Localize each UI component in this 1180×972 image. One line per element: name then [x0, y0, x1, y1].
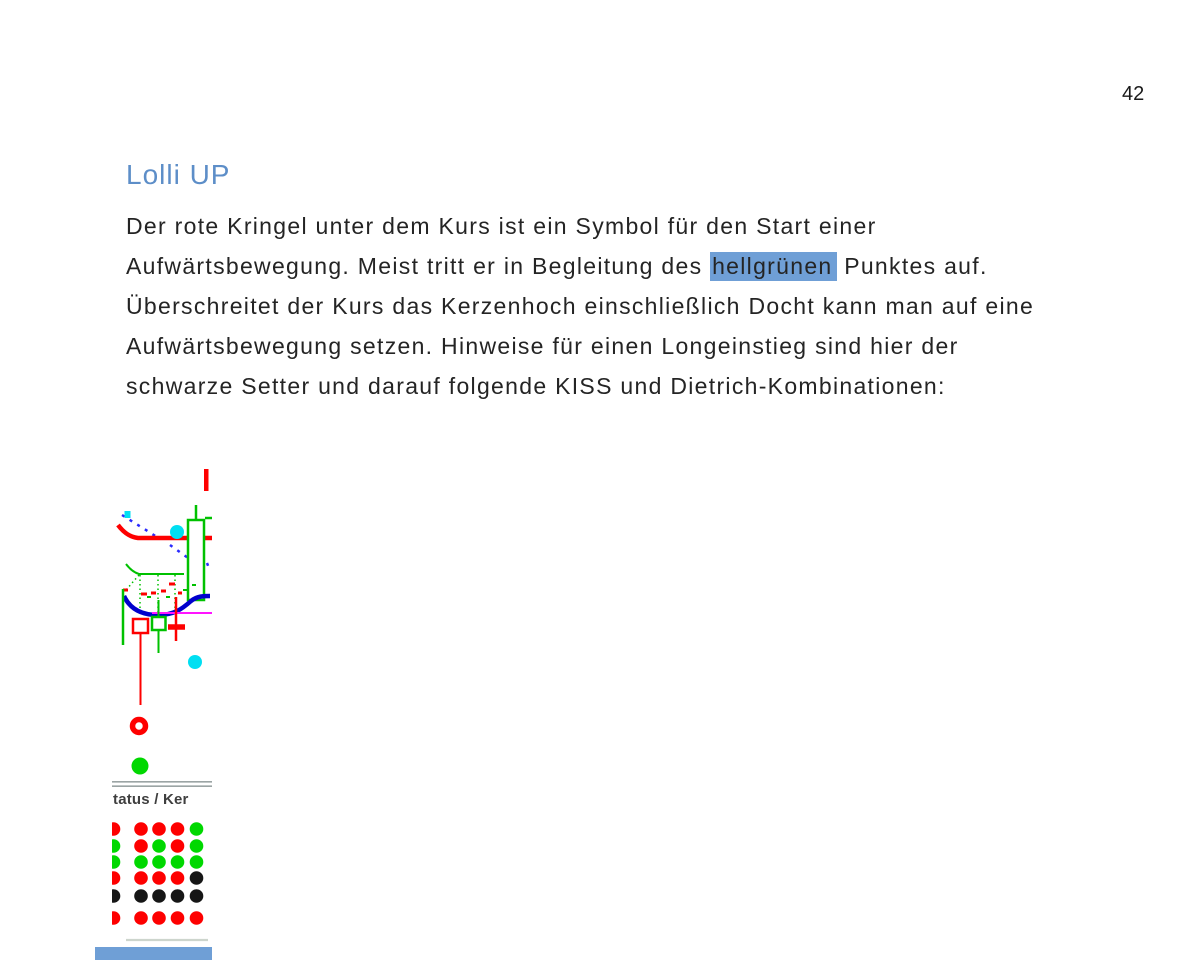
red-cross-candlestick — [168, 597, 185, 641]
status-dot — [171, 871, 185, 885]
paragraph-line — [126, 246, 1136, 286]
status-dot — [112, 822, 120, 836]
paragraph-line: Überschreitet der Kurs das Kerzenhoch einschließlich Docht kann man auf eine — [126, 293, 1035, 319]
status-dot — [152, 855, 166, 869]
paragraph-line: Aufwärtsbewegung setzen. Hinweise für einen Longeinstieg sind hier der — [126, 333, 959, 359]
page-number: 42 — [1122, 83, 1145, 105]
status-dot — [134, 822, 148, 836]
green-candlestick — [188, 505, 212, 600]
cyan-left-mark — [125, 511, 131, 518]
status-dot — [190, 839, 204, 853]
small-green-candlestick — [152, 600, 166, 653]
status-dot — [112, 855, 120, 869]
panel-divider — [112, 782, 212, 786]
status-dot — [134, 839, 148, 853]
status-dot — [171, 855, 185, 869]
status-dot — [134, 889, 148, 903]
status-dot — [190, 889, 204, 903]
red-dash-marks — [123, 584, 182, 594]
status-dot — [171, 911, 185, 925]
status-dot-matrix — [112, 822, 203, 925]
status-dot — [112, 839, 120, 853]
status-dot — [152, 871, 166, 885]
status-dot — [190, 911, 204, 925]
status-dot — [152, 822, 166, 836]
status-dot — [134, 911, 148, 925]
status-dot — [190, 855, 204, 869]
chart-column-label: tatus / Ker — [113, 791, 189, 808]
red-candlestick — [133, 619, 148, 705]
status-dot — [171, 889, 185, 903]
red-top-bar — [204, 469, 209, 491]
status-dot — [134, 871, 148, 885]
paragraph-text: Punktes auf. — [836, 253, 988, 279]
status-dot — [152, 839, 166, 853]
red-kringel-icon — [133, 720, 146, 733]
status-dot — [171, 839, 185, 853]
status-dot — [152, 911, 166, 925]
status-dot — [171, 822, 185, 836]
status-dot — [152, 889, 166, 903]
green-dot-icon — [132, 758, 149, 775]
status-dot — [190, 822, 204, 836]
status-dot — [190, 871, 204, 885]
status-dot — [134, 855, 148, 869]
body-paragraph — [126, 206, 1136, 406]
status-dot — [112, 889, 120, 903]
cyan-dot — [188, 655, 202, 669]
status-dot — [112, 911, 120, 925]
paragraph-text: Aufwärtsbewegung. Meist tritt er in Begleitung des — [126, 253, 711, 279]
chart-fragment — [112, 463, 212, 945]
section-heading: Lolli UP — [126, 159, 231, 190]
paragraph-line: Der rote Kringel unter dem Kurs ist ein Symbol für den Start einer — [126, 213, 877, 239]
cyan-dot — [170, 525, 184, 539]
paragraph-line: schwarze Setter und darauf folgende KISS und Dietrich-Kombinationen: — [126, 373, 946, 399]
highlighted-text: hellgrünen — [710, 252, 836, 281]
status-dot — [112, 871, 120, 885]
selection-highlight-bar — [95, 947, 212, 960]
